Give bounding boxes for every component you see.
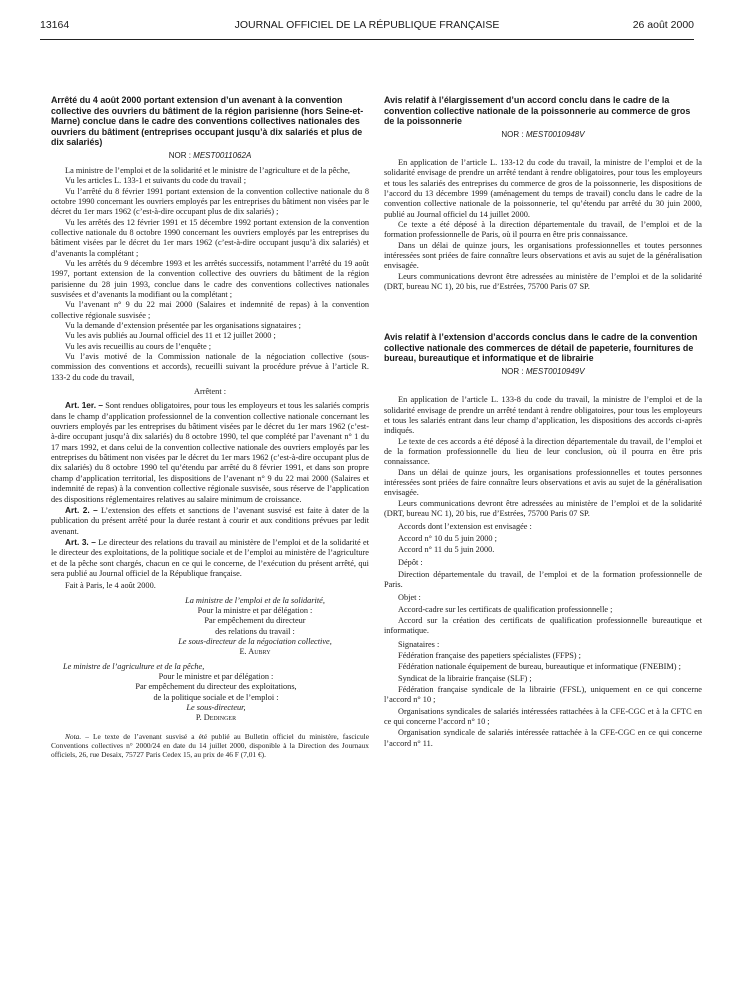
signature-block-1: [51, 596, 369, 658]
notice-2-paragraph: Accord n° 10 du 5 juin 2000 ;: [398, 533, 497, 543]
notice-2-paragraph: Direction départementale du travail, de l’emploi et de la formation professionnelle de Paris.: [384, 569, 702, 589]
notice-1-paragraph: Dans un délai de quinze jours, les organisations professionnelles et toutes personnes intéressées sont priées de faire connaître leurs observations et avis au sujet de la généralisation envisagée.: [384, 240, 702, 271]
notice-1-paragraph: Leurs communications devront être adressées au ministère de l’emploi et de la solidarité (DRT, bureau NC 1), 20 bis, rue d’Estrées, 75700 Paris 07 SP.: [384, 271, 702, 291]
footnote-text: Le texte de l’avenant susvisé a été publié au Bulletin officiel du ministère, fascicule Conventions collectives n° 2000/24 en date du 14 juillet 2000, disponible à la Direction des Journaux officiels, 26, rue Desaix, 75727 Paris Cedex 15, au prix de 46 F (7,01 €).: [51, 731, 369, 760]
signature-name: E. Aubry: [239, 647, 271, 657]
footnote-label: Nota. –: [65, 731, 89, 741]
issue-date: 26 août 2000: [632, 19, 694, 31]
notice-2-paragraph: Dans un délai de quinze jours, les organisations professionnelles et toutes personnes intéressées sont priées de faire connaître leurs observations et avis au sujet de la généralisation envisagée.: [384, 467, 702, 498]
notice-1-paragraph: En application de l’article L. 133-12 du code du travail, la ministre de l’emploi et de la solidarité envisage de prendre un arrêté tendant à rendre obligatoires, pour tous les employeurs et tous les salariés des entreprises du commerce de gros de la poissonnerie, les dispositions de l’accord du 13 décembre 1999 (aménagement du temps de travail) conclu dans le cadre de la convention collective nationale de la poissonnerie, tel qu’étendu par arrêté du 30 juin 2000, publié au Journal officiel du 14 juillet 2000.: [384, 157, 702, 219]
notice-2-paragraph: Accord sur la création des certificats de qualification professionnelle bureautique et informatique.: [384, 616, 702, 636]
decree-nor: NOR : MEST0011062A: [168, 150, 252, 160]
decree-paragraph: Vu les articles L. 133-1 et suivants du code du travail ;: [65, 176, 247, 186]
decree-title: Arrêté du 4 août 2000 portant extension d’un avenant à la convention collective des ouvriers du bâtiment de la région parisienne (hors Seine-et-Marne) conclue dans le cadre des conventions collectives nationales des ouvriers du bâtiment (entreprises occupant jusqu’à dix salariés et plus de dix salariés): [51, 95, 364, 147]
left-column: [51, 95, 369, 759]
decree-paragraph: La ministre de l’emploi et de la solidarité et le ministre de l’agriculture et de la pêche,: [65, 165, 350, 175]
article-1-text: Sont rendues obligatoires, pour tous les employeurs et tous les salariés compris dans le champ d’application professionnel de la convention collective nationale concernant les ouvriers employés par les entreprises du bâtiment visées par le décret du 1er mars 1962 (c’est-à-dire occupant jusqu’à dix salariés) du 8 octobre 1990, tel que complété par l’avenant n° 1 du 17 mars 1992, et dans celui de la convention collective nationale des ouvriers employés par les entreprises du bâtiment non visées par le décret du 1er mars 1962 (c’est-à-dire occupant plus de dix salariés) du 8 octobre 1990 tel qu’étendu par arrêté du 8 février 1991, et dans son propre champ d’application territorial, les dispositions de l’avenant n° 9 du 22 mai 2000 (Salaires et indemnité de repas) à la convention collective régionale susvisée, sous réserve de l’application des dispositions réglementaires relatives au salaire minimum de croissance.: [51, 401, 370, 504]
article-2: [51, 505, 369, 537]
article-3-label: Art. 3. –: [65, 536, 96, 547]
notice-1-nor: NOR : MEST0010948V: [501, 129, 585, 139]
signature-line: Le sous-directeur de la négociation collective,: [178, 636, 332, 646]
notice-2-paragraph: Fédération française des papetiers spécialistes (FFPS) ;: [398, 651, 581, 661]
signature-line: Le ministre de l’agriculture et de la pêche,: [63, 661, 205, 671]
article-3: [51, 537, 369, 579]
right-column: [384, 95, 702, 749]
signature-line: Par empêchement du directeur: [204, 616, 306, 626]
notice-2-nor: NOR : MEST0010949V: [501, 366, 585, 376]
notice-1-title: Avis relatif à l’élargissement d’un accord conclu dans le cadre de la convention collective nationale de la poissonnerie au commerce de gros de la poissonnerie: [384, 95, 691, 126]
notice-1-nor-code: MEST0010948V: [525, 129, 585, 139]
arretent-heading: Arrêtent :: [193, 387, 227, 397]
signature-line: des relations du travail :: [215, 626, 295, 636]
notice-2-nor-code: MEST0010949V: [525, 366, 585, 376]
page-number: 13164: [40, 19, 70, 31]
decree-paragraph: Vu l’arrêté du 8 février 1991 portant extension de la convention collective nationale du 8 octobre 1990 concernant les ouvriers employés par les entreprises du bâtiment non visées par le décret du 1er mars 1962 (c’est-à-dire occupant plus de dix salariés) ;: [51, 186, 369, 217]
signature-line: de la politique sociale et de l’emploi :: [153, 692, 279, 702]
notice-2-paragraph: Objet :: [398, 593, 421, 603]
signature-line: Pour la ministre et par délégation :: [197, 605, 313, 615]
notice-2-paragraph: Dépôt :: [398, 558, 423, 568]
page-header: [40, 17, 694, 40]
decree-paragraph: Vu les avis publiés au Journal officiel des 11 et 12 juillet 2000 ;: [65, 331, 276, 341]
signature-name: P. Dedinger: [195, 713, 237, 723]
notice-2-paragraph: Accord n° 11 du 5 juin 2000.: [398, 544, 495, 554]
notice-2-paragraph: Organisation syndicale de salariés intéressée rattachée à la CFE-CGC en ce qui concerne l’accord n° 11.: [384, 728, 702, 748]
signature-line: Par empêchement du directeur des exploitations,: [135, 682, 297, 692]
article-1-label: Art. 1er. –: [65, 400, 104, 411]
notice-1-paragraph: Ce texte a été déposé à la direction départementale du travail, de l’emploi et de la formation professionnelle de Paris, où il pourra en être pris connaissance.: [384, 219, 702, 240]
decree-paragraph: Vu la demande d’extension présentée par les organisations signataires ;: [65, 321, 301, 330]
decree-paragraph: Vu les arrêtés du 9 décembre 1993 et les arrêtés successifs, notamment l’arrêté du 19 août 1997, portant extension de la convention collective des ouvriers du bâtiment de la région parisienne du 28 juin 1993, conclue dans le cadre des conventions collectives nationales susvisées et d’avenants la modifiant ou la complétant ;: [51, 258, 369, 299]
decree-paragraph: Vu l’avis motivé de la Commission nationale de la négociation collective (sous-commission des conventions et accords), recueilli suivant la procédure prévue à l’article R. 133-2 du code du travail,: [51, 352, 369, 382]
decree-nor-code: MEST0011062A: [193, 150, 252, 160]
notice-2-paragraph: Syndicat de la librairie française (SLF) ;: [398, 673, 532, 683]
signature-line: La ministre de l’emploi et de la solidarité,: [185, 595, 325, 605]
done-at: Fait à Paris, le 4 août 2000.: [65, 581, 156, 591]
notice-2-title: Avis relatif à l’extension d’accords conclus dans le cadre de la convention collective nationale des commerces de détail de papeterie, fournitures de bureau, bureautique et informatique et de librairie: [384, 332, 698, 364]
signature-line: Pour le ministre et par délégation :: [158, 672, 274, 681]
notice-2-paragraph: Leurs communications devront être adressées au ministère de l’emploi et de la solidarité (DRT, bureau NC 1), 20 bis, rue d’Estrées, 75700 Paris 07 SP.: [384, 498, 702, 518]
signature-line: Le sous-directeur,: [186, 703, 246, 713]
notice-2-paragraph: Signataires :: [398, 639, 440, 649]
notice-2-paragraph: Fédération nationale équipement de bureau, bureautique et informatique (FNEBIM) ;: [398, 662, 681, 672]
decree-paragraph: Vu les avis recueillis au cours de l’enquête ;: [65, 341, 212, 351]
signature-block-2: [51, 662, 369, 724]
notice-2-paragraph: Organisations syndicales de salariés intéressées rattachées à la CFE-CGC et à la CFTC en ce qui concerne l’accord n° 10 ;: [384, 706, 702, 727]
notice-2-paragraph: Le texte de ces accords a été déposé à la direction départementale du travail, de l’emploi et de la formation professionnelle du lieu de leur conclusion, où il pourra en être pris connaissance.: [384, 436, 702, 467]
article-3-text: Le directeur des relations du travail au ministère de l’emploi et de la solidarité et le directeur des exploitations, de la politique sociale et de l’emploi au ministère de l’agriculture et de la pêche sont chargés, chacun en ce qui le concerne, de l’exécution du présent arrêté, qui sera publié au Journal officiel de la République française.: [51, 537, 369, 578]
article-2-label: Art. 2. –: [65, 504, 98, 515]
journal-title: JOURNAL OFFICIEL DE LA RÉPUBLIQUE FRANÇAISE: [234, 19, 500, 31]
notice-2-paragraph: En application de l’article L. 133-8 du code du travail, la ministre de l’emploi et de la solidarité envisage de prendre un arrêté tendant à rendre obligatoires, pour tous les employeurs et tous les salariés entrant dans leur champ d’application, les dispositions des accords ci-après indiqués.: [384, 395, 702, 436]
decree-paragraph: Vu les arrêtés des 12 février 1991 et 15 décembre 1992 portant extension de la convention collective nationale du 8 octobre 1990 concernant les ouvriers employés par les entreprises du bâtiment visées par le décret du 1er mars 1962 (c’est-à-dire occupant jusqu’à dix salariés) et d’avenants la complétant ;: [51, 217, 369, 258]
article-2-text: L’extension des effets et sanctions de l’avenant susvisé est faite à dater de la publication du présent arrêté pour la durée restant à courir et aux conditions prévues par ledit avenant.: [51, 505, 369, 536]
footnote: [51, 732, 369, 760]
notice-2-paragraph: Fédération française syndicale de la librairie (FFSL), uniquement en ce qui concerne l’accord n° 10 ;: [384, 685, 702, 705]
notice-2-paragraph: Accords dont l’extension est envisagée :: [398, 522, 532, 532]
article-1: [51, 400, 369, 504]
decree-paragraph: Vu l’avenant n° 9 du 22 mai 2000 (Salaires et indemnité de repas) à la convention collective régionale susvisée ;: [51, 300, 369, 320]
notice-2-paragraph: Accord-cadre sur les certificats de qualification professionnelle ;: [398, 604, 613, 614]
